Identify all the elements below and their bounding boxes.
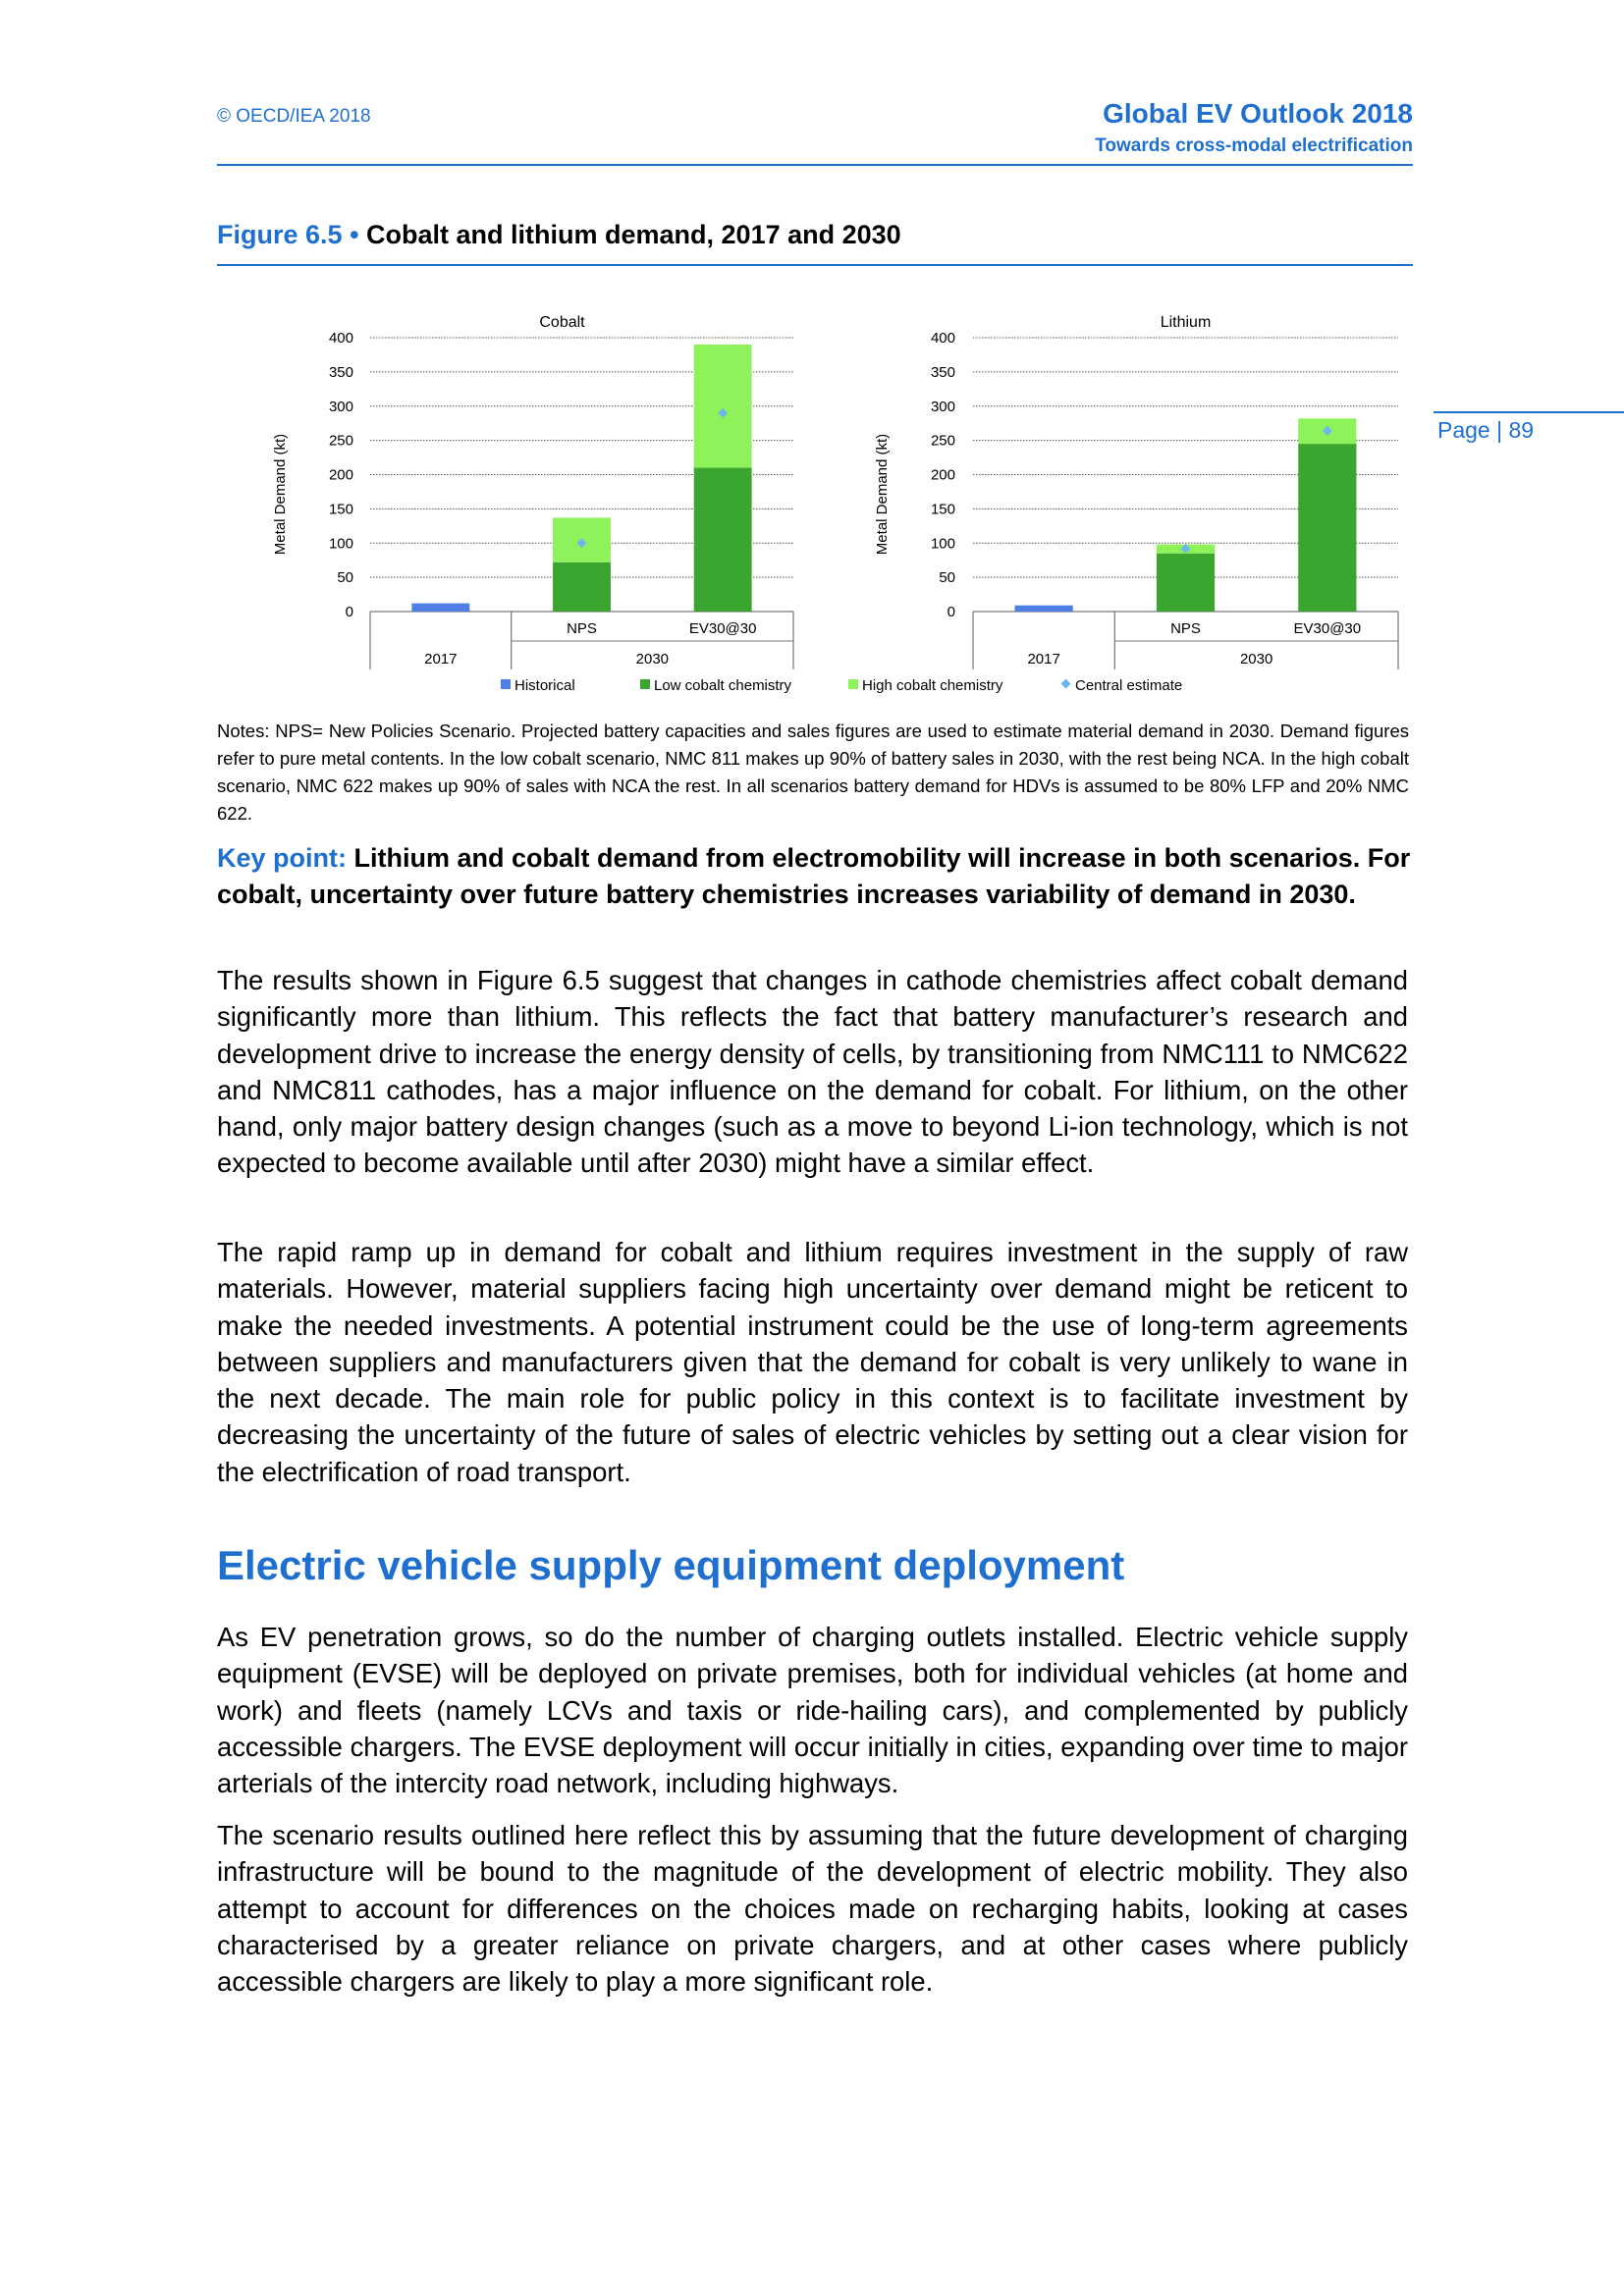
y-tick-label: 100 [328,535,353,553]
x-category-label: NPS [567,620,597,637]
legend-swatch [1061,679,1071,689]
demand-charts [0,0,1624,707]
x-category-label: EV30@30 [1293,620,1362,637]
section-heading: Electric vehicle supply equipment deployment [217,1542,1125,1588]
y-tick-label: 200 [328,466,353,484]
legend-label: High cobalt chemistry [862,677,1003,694]
y-tick-label: 400 [328,330,353,347]
figure-bullet: • [350,220,359,249]
body-paragraph: As EV penetration grows, so do the number of charging outlets installed. Electric vehicle supply equipment (EVSE) will be deployed on private premises, both for individual vehicles (at home and work) and fleets (namely LCVs and taxis or ride-hailing cars), and complemented by publicly accessible chargers. The EVSE deployment will occur initially in cities, expanding over time to major arterials of the intercity road network, including highways. [217,1622,1408,1799]
y-tick-label: 0 [947,604,955,620]
y-tick-label: 300 [930,398,955,415]
y-tick-label: 150 [328,501,353,518]
key-point-label: Key point: [217,843,347,873]
body-paragraph: The results shown in Figure 6.5 suggest that changes in cathode chemistries affect cobalt demand significantly more than lithium. This reflects the fact that battery manufacturer’s research and development drive to increase the energy density of cells, by transitioning from NMC111 to NMC622 and NMC811 cathodes, has a major influence on the demand for cobalt. For lithium, on the other hand, only major battery design changes (such as a move to beyond Li-ion technology, which is not expected to become available until after 2030) might have a similar effect. [217,965,1408,1179]
bar-segment [694,468,752,612]
legend-swatch [501,679,511,689]
figure-title: Cobalt and lithium demand, 2017 and 2030 [366,220,901,249]
x-category-label: EV30@30 [688,620,757,637]
y-tick-label: 0 [345,604,353,620]
x-group-label: 2017 [424,651,458,667]
y-tick-label: 50 [939,569,955,587]
legend-swatch [848,679,858,689]
key-point [217,840,1413,913]
bar-segment [694,345,752,468]
running-title: Global EV Outlook 2018 [1103,98,1413,129]
chart-title: Lithium [1160,314,1212,331]
y-tick-label: 50 [337,569,353,587]
bar-segment [1298,444,1356,612]
bar-segment [1015,606,1073,612]
legend-label: Low cobalt chemistry [654,677,792,694]
body-paragraph: The rapid ramp up in demand for cobalt and lithium requires investment in the supply of raw materials. However, material suppliers facing high uncertainty over demand might be reticent to make the needed investments. A potential instrument could be the use of long-term agreements between suppliers and manufacturers given that the demand for cobalt is very unlikely to wane in the next decade. The main role for public policy in this context is to facilitate investment by decreasing the uncertainty of the future of sales of electric vehicles by setting out a clear vision for the electrification of road transport. [217,1237,1408,1487]
y-tick-label: 250 [328,432,353,450]
key-point-text: Lithium and cobalt demand from electromobility will increase in both scenarios. For cobalt, uncertainty over future battery chemistries increases variability of demand in 2030. [217,843,1411,909]
y-tick-label: 350 [328,363,353,381]
figure-notes: Notes: NPS= New Policies Scenario. Projected battery capacities and sales figures are used to estimate material demand in 2030. Demand figures refer to pure metal contents. In the low cobalt scenario, NMC 811 makes up 90% of battery sales in 2030, with the rest being NCA. In the high cobalt scenario, NMC 622 makes up 90% of sales with NCA the rest. In all scenarios battery demand for HDVs is assumed to be 80% LFP and 20% NMC 622. [217,721,1409,824]
y-tick-label: 250 [930,432,955,450]
copyright-text: © OECD/IEA 2018 [217,106,371,127]
y-tick-label: 300 [328,398,353,415]
chart-title: Cobalt [539,314,585,331]
legend-label: Historical [514,677,575,694]
x-group-label: 2017 [1027,651,1060,667]
x-category-label: NPS [1170,620,1201,637]
running-subtitle: Towards cross-modal electrification [1095,135,1413,156]
y-tick-label: 400 [930,330,955,347]
y-axis-label: Metal Demand (kt) [272,433,289,556]
x-group-label: 2030 [1239,651,1273,667]
y-tick-label: 150 [930,501,955,518]
page-number: Page | 89 [1437,417,1535,443]
y-tick-label: 200 [930,466,955,484]
body-paragraph: The scenario results outlined here reflect this by assuming that the future development of charging infrastructure will be bound to the magnitude of the development of electric mobility. They also attempt to account for differences on the choices made on recharging habits, looking at cases characterised by a greater reliance on private chargers, and at other cases where publicly accessible chargers are likely to play a more significant role. [217,1820,1408,1998]
x-group-label: 2030 [635,651,670,667]
bar-segment [1157,554,1215,612]
figure-number: Figure 6.5 [217,220,343,249]
bar-segment [411,604,469,612]
legend-swatch [640,679,650,689]
bar-segment [553,562,611,612]
legend-label: Central estimate [1075,677,1183,694]
y-tick-label: 350 [930,363,955,381]
y-axis-label: Metal Demand (kt) [874,433,891,556]
y-tick-label: 100 [930,535,955,553]
